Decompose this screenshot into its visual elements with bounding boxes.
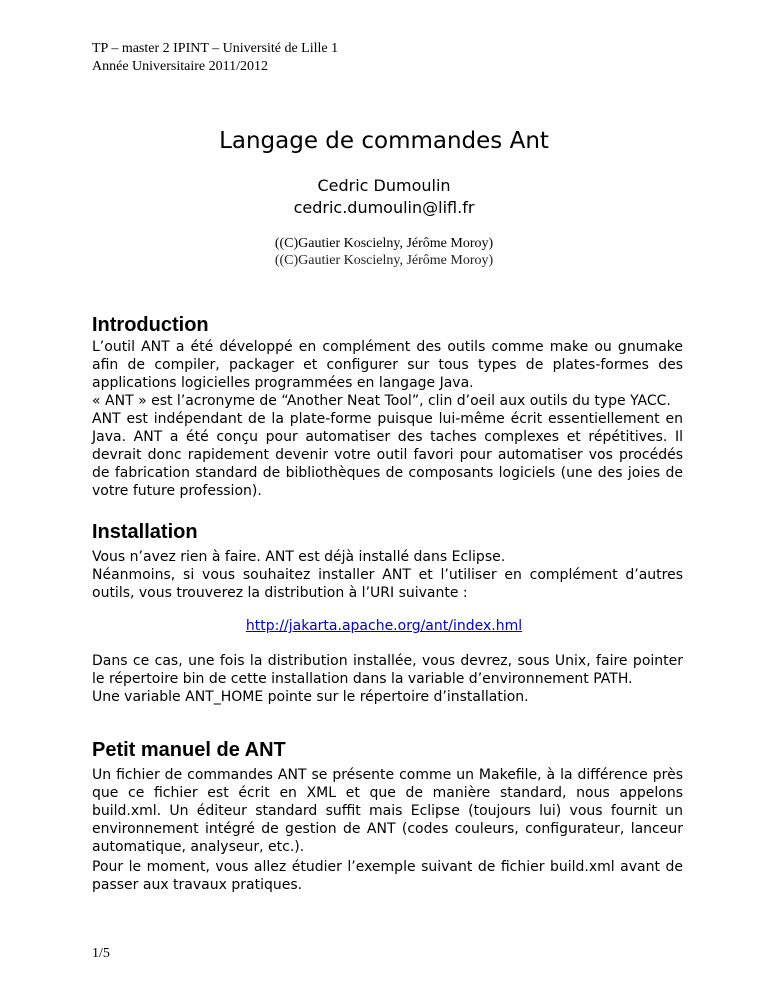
section-heading-installation: Installation [92,521,198,543]
installation-after [92,652,683,706]
intro-paragraph: ANT est indépendant de la plate-forme puisque lui-même écrit essentiellement en Java. ANT a été conçu pour automatiser des taches complexes et répétitives. Il devrait donc rapidement devenir votre outil favori pour automatiser vos procédés de fabrication standard de bibliothèques de composants logiciels (une des joies de votre future profession). [92,411,683,499]
install-paragraph: Une variable ANT_HOME pointe sur le répertoire d’installation. [92,689,529,705]
intro-paragraph: L’outil ANT a été développé en complément des outils comme make ou gnumake afin de compiler, packager et configurer sur tous types de plates-formes des applications logicielles programmées en langage Java. [92,339,683,391]
install-paragraph: Néanmoins, si vous souhaitez installer ANT et l’utiliser en complément d’autres outils, vous trouverez la distribution à l’URI suivante : [92,567,683,601]
manual-paragraph-2: Pour le moment, vous allez étudier l’exemple suivant de fichier build.xml avant de passer aux travaux pratiques. [92,859,683,893]
page-number: 1/5 [92,946,110,961]
header-year-line: Année Universitaire 2011/2012 [92,59,268,74]
document-title: Langage de commandes Ant [219,128,549,154]
install-paragraph: Vous n’avez rien à faire. ANT est déjà installé dans Eclipse. [92,549,506,565]
distribution-link-row [0,618,768,634]
section-heading-manual: Petit manuel de ANT [92,739,286,761]
intro-paragraph: « ANT » est l’acronyme de “Another Neat Tool”, clin d’oeil aux outils du type YACC. [92,393,671,409]
distribution-link[interactable]: http://jakarta.apache.org/ant/index.hml [245,618,523,634]
header-course-line: TP – master 2 IPINT – Université de Lille 1 [92,41,339,56]
author-email: cedric.dumoulin@lifl.fr [293,198,475,217]
page-header [92,40,338,76]
section-heading-introduction: Introduction [92,314,209,336]
introduction-body [92,338,683,500]
installation-body [92,548,683,602]
install-paragraph: Dans ce cas, une fois la distribution installée, vous devrez, sous Unix, faire pointer le répertoire bin de cette installation dans la variable d’environnement PATH. [92,653,683,687]
manual-paragraph-1: Un fichier de commandes ANT se présente comme un Makefile, à la différence près que ce fichier est écrit en XML et que de manière standard, nous appelons build.xml. Un éditeur standard suffit mais Eclipse (toujours lui) vous fournit un environnement intégré de gestion de ANT (codes couleurs, configurateur, lanceur automatique, analyseur, etc.). [92,767,683,855]
credit-line: ((C)Gautier Koscielny, Jérôme Moroy) [274,236,494,251]
credit-line-artifact: ((C)Gautier Koscielny, Jérôme Moroy) [274,253,494,268]
author-name: Cedric Dumoulin [317,176,451,195]
